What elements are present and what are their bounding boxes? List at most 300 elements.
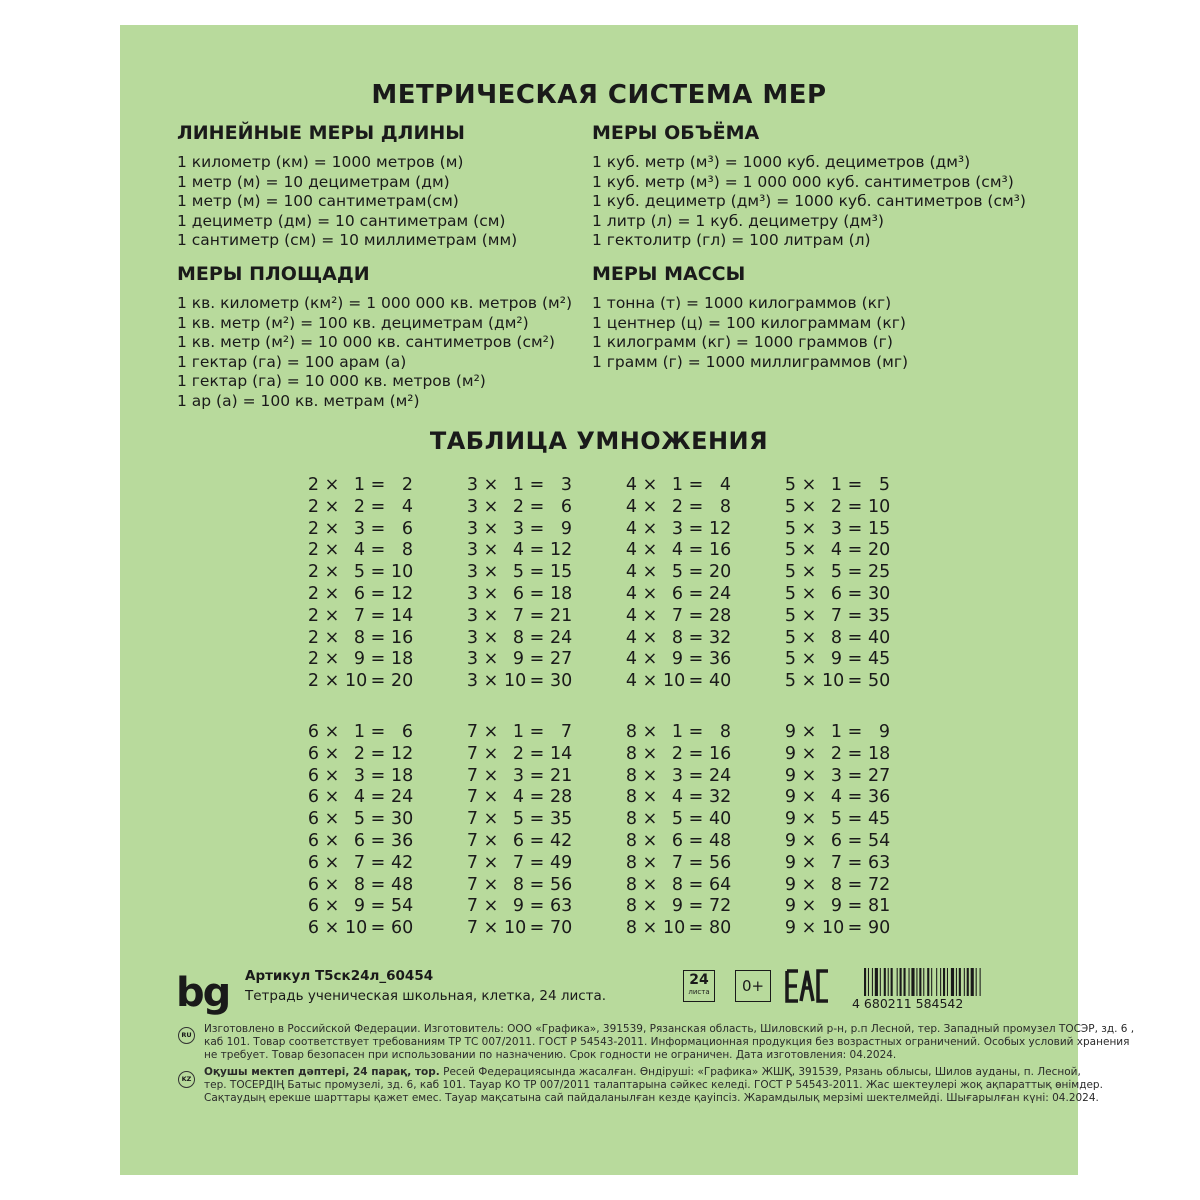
times-sign: ×	[642, 830, 658, 851]
product: 50	[868, 671, 891, 692]
multiplicand: 7	[466, 765, 478, 786]
multiplication-row	[782, 649, 890, 671]
product: 60	[391, 918, 414, 939]
kz-badge-icon: KZ	[178, 1071, 195, 1088]
kz-legal-text	[204, 1066, 1103, 1105]
equals-sign: =	[688, 743, 704, 764]
times-sign: ×	[801, 496, 817, 517]
times-sign: ×	[483, 671, 499, 692]
times-sign: ×	[642, 874, 658, 895]
kz-legal-line: тер. ТОСЕРДІҢ Батыс промузелі, зд. 6, каб 101. Тауар КО ТР 007/2011 талаптарына сәйкес келеді. ГОСТ Р 54543-2011. Жас шектеулері жоқ ақпараттық өнімдер.	[204, 1079, 1103, 1091]
product: 8	[719, 722, 731, 742]
multiplicand: 8	[625, 852, 637, 873]
product: 45	[868, 649, 891, 670]
barcode-bar	[897, 968, 898, 996]
equals-sign: =	[370, 540, 386, 561]
multiplication-row	[464, 519, 572, 541]
equals-sign: =	[529, 540, 545, 561]
times-sign: ×	[324, 605, 340, 626]
times-sign: ×	[324, 765, 340, 786]
multiplicand: 8	[625, 918, 637, 939]
multiplier: 5	[671, 562, 683, 583]
equals-sign: =	[529, 830, 545, 851]
equals-sign: =	[529, 649, 545, 670]
multiplier: 2	[512, 743, 524, 764]
equals-sign: =	[688, 496, 704, 517]
multiplicand: 4	[625, 627, 637, 648]
multiplicand: 6	[307, 743, 319, 764]
equals-sign: =	[688, 605, 704, 626]
equals-sign: =	[847, 518, 863, 539]
times-sign: ×	[483, 874, 499, 895]
multiplicand: 9	[784, 852, 796, 873]
multiplicand: 4	[625, 518, 637, 539]
multiplicand: 3	[466, 562, 478, 583]
equals-sign: =	[370, 518, 386, 539]
volume-section-title: МЕРЫ ОБЪЁМА	[592, 122, 760, 144]
times-sign: ×	[483, 830, 499, 851]
barcode-bar	[911, 968, 914, 996]
product: 30	[868, 583, 891, 604]
barcode-bar	[923, 968, 924, 996]
multiplier: 8	[671, 627, 683, 648]
times-sign: ×	[483, 475, 499, 495]
barcode-bar	[931, 968, 932, 996]
multiplication-row	[782, 671, 890, 693]
product: 30	[550, 671, 573, 692]
multiplication-row	[782, 628, 890, 650]
product: 27	[868, 765, 891, 786]
multiplicand: 5	[784, 583, 796, 604]
product: 24	[709, 765, 732, 786]
length-line: 1 километр (км) = 1000 метров (м)	[177, 153, 464, 171]
times-sign: ×	[483, 809, 499, 830]
equals-sign: =	[529, 809, 545, 830]
multiplicand: 7	[466, 809, 478, 830]
multiplier: 5	[830, 809, 842, 830]
product: 14	[550, 743, 573, 764]
product: 40	[709, 809, 732, 830]
barcode-bar	[956, 968, 957, 996]
multiplication-row	[464, 540, 572, 562]
equals-sign: =	[688, 787, 704, 808]
equals-sign: =	[847, 874, 863, 895]
product: 6	[401, 518, 413, 539]
mass-line: 1 грамм (г) = 1000 миллиграммов (мг)	[592, 352, 909, 371]
multiplication-column-4	[623, 475, 731, 693]
multiplicand: 5	[784, 475, 796, 495]
multiplier: 1	[830, 475, 842, 495]
times-sign: ×	[801, 765, 817, 786]
barcode-bar	[947, 968, 948, 996]
multiplication-column-6	[305, 722, 413, 940]
product: 56	[709, 852, 732, 873]
multiplication-row	[623, 853, 731, 875]
eac-mark-icon	[785, 968, 831, 1004]
product: 24	[391, 787, 414, 808]
product: 72	[709, 896, 732, 917]
product: 18	[391, 649, 414, 670]
times-sign: ×	[801, 562, 817, 583]
times-sign: ×	[324, 562, 340, 583]
equals-sign: =	[688, 809, 704, 830]
equals-sign: =	[688, 671, 704, 692]
multiplier: 3	[830, 518, 842, 539]
multiplication-row	[305, 766, 413, 788]
equals-sign: =	[529, 562, 545, 583]
product: 64	[709, 874, 732, 895]
multiplier: 6	[830, 583, 842, 604]
multiplier: 4	[830, 787, 842, 808]
equals-sign: =	[847, 787, 863, 808]
multiplier: 3	[830, 765, 842, 786]
multiplier: 2	[353, 743, 365, 764]
equals-sign: =	[688, 475, 704, 495]
times-sign: ×	[324, 583, 340, 604]
multiplication-row	[623, 766, 731, 788]
multiplicand: 8	[625, 874, 637, 895]
times-sign: ×	[642, 649, 658, 670]
multiplicand: 8	[625, 830, 637, 851]
equals-sign: =	[688, 627, 704, 648]
times-sign: ×	[324, 518, 340, 539]
product: 8	[401, 540, 413, 561]
equals-sign: =	[370, 852, 386, 873]
multiplication-row	[464, 722, 572, 744]
times-sign: ×	[642, 496, 658, 517]
product: 18	[550, 583, 573, 604]
multiplier: 7	[671, 605, 683, 626]
product: 12	[391, 743, 414, 764]
times-sign: ×	[801, 874, 817, 895]
product: 24	[709, 583, 732, 604]
equals-sign: =	[847, 918, 863, 939]
product: 27	[550, 649, 573, 670]
multiplication-row	[623, 809, 731, 831]
product: 54	[868, 830, 891, 851]
multiplier: 2	[830, 743, 842, 764]
product: 56	[550, 874, 573, 895]
barcode-bar	[940, 968, 941, 996]
equals-sign: =	[688, 896, 704, 917]
length-line: 1 сантиметр (см) = 10 миллиметрам (мм)	[177, 231, 518, 250]
multiplication-row	[623, 744, 731, 766]
sheet-count-label: листа	[688, 988, 710, 996]
barcode-bar	[951, 968, 954, 996]
multiplier: 8	[353, 874, 365, 895]
product: 20	[391, 671, 414, 692]
equals-sign: =	[529, 896, 545, 917]
equals-sign: =	[847, 671, 863, 692]
equals-sign: =	[688, 765, 704, 786]
multiplicand: 2	[307, 671, 319, 692]
kz-legal-line: Сақтаудың ерекше шарттары қажет емес. Тауар мақсатына сай пайдаланылған кезде қауіпсіз. Жарамдылық мерзімі шектелмейді. Шығарылған күні: 04.2024.	[204, 1092, 1099, 1104]
times-sign: ×	[642, 562, 658, 583]
multiplication-row	[623, 519, 731, 541]
equals-sign: =	[529, 874, 545, 895]
multiplication-row	[623, 497, 731, 519]
volume-line: 1 куб. метр (м³) = 1000 куб. дециметров (дм³)	[592, 153, 971, 171]
multiplier: 7	[512, 605, 524, 626]
mass-line: 1 центнер (ц) = 100 килограммам (кг)	[592, 313, 906, 332]
product: 12	[391, 583, 414, 604]
multiplicand: 7	[466, 830, 478, 851]
multiplier: 2	[671, 496, 683, 517]
product: 42	[391, 852, 414, 873]
times-sign: ×	[483, 649, 499, 670]
times-sign: ×	[483, 496, 499, 517]
product: 16	[709, 540, 732, 561]
equals-sign: =	[370, 896, 386, 917]
barcode-bar	[980, 968, 981, 996]
equals-sign: =	[529, 496, 545, 517]
times-sign: ×	[483, 896, 499, 917]
product: 32	[709, 787, 732, 808]
product: 16	[391, 627, 414, 648]
multiplication-column-3	[464, 475, 572, 693]
product: 16	[709, 743, 732, 764]
equals-sign: =	[370, 830, 386, 851]
times-sign: ×	[642, 765, 658, 786]
multiplicand: 3	[466, 627, 478, 648]
multiplicand: 5	[784, 518, 796, 539]
multiplication-row	[305, 606, 413, 628]
equals-sign: =	[370, 671, 386, 692]
multiplicand: 5	[784, 627, 796, 648]
product: 15	[550, 562, 573, 583]
times-sign: ×	[642, 518, 658, 539]
barcode-bar	[891, 968, 893, 996]
multiplication-row	[464, 744, 572, 766]
multiplicand: 3	[466, 605, 478, 626]
barcode-bar	[880, 968, 881, 996]
equals-sign: =	[370, 918, 386, 939]
equals-sign: =	[847, 540, 863, 561]
equals-sign: =	[847, 605, 863, 626]
multiplicand: 6	[307, 765, 319, 786]
multiplication-row	[623, 475, 731, 497]
multiplier: 7	[671, 852, 683, 873]
multiplier: 4	[512, 540, 524, 561]
product: 9	[878, 722, 890, 742]
multiplicand: 8	[625, 896, 637, 917]
multiplication-column-9	[782, 722, 890, 940]
equals-sign: =	[370, 475, 386, 495]
multiplicand: 8	[625, 722, 637, 742]
times-sign: ×	[324, 874, 340, 895]
multiplier: 1	[353, 475, 365, 495]
multiplicand: 2	[307, 496, 319, 517]
product: 36	[868, 787, 891, 808]
multiplication-row	[305, 519, 413, 541]
equals-sign: =	[688, 649, 704, 670]
multiplication-row	[305, 628, 413, 650]
multiplier: 10	[663, 671, 686, 692]
multiplication-row	[464, 584, 572, 606]
multiplicand: 9	[784, 765, 796, 786]
times-sign: ×	[642, 475, 658, 495]
multiplication-row	[623, 628, 731, 650]
product: 54	[391, 896, 414, 917]
multiplication-row	[782, 744, 890, 766]
product: 10	[391, 562, 414, 583]
multiplier: 2	[830, 496, 842, 517]
multiplicand: 3	[466, 671, 478, 692]
times-sign: ×	[801, 787, 817, 808]
multiplication-row	[623, 787, 731, 809]
barcode-bar	[872, 968, 873, 996]
multiplicand: 2	[307, 562, 319, 583]
times-sign: ×	[324, 918, 340, 939]
multiplication-row	[464, 896, 572, 918]
multiplication-row	[782, 475, 890, 497]
multiplicand: 2	[307, 540, 319, 561]
mass-section-title: МЕРЫ МАССЫ	[592, 263, 746, 285]
ru-badge-icon: RU	[178, 1027, 195, 1044]
area-line: 1 кв. метр (м²) = 10 000 кв. сантиметров (см²)	[177, 333, 555, 352]
product: 14	[391, 605, 414, 626]
barcode-bar	[971, 968, 974, 996]
equals-sign: =	[847, 475, 863, 495]
multiplier: 3	[671, 518, 683, 539]
product: 6	[560, 496, 572, 517]
multiplicand: 7	[466, 852, 478, 873]
product: 48	[391, 874, 414, 895]
times-sign: ×	[801, 627, 817, 648]
multiplier: 3	[353, 518, 365, 539]
length-section-title: ЛИНЕЙНЫЕ МЕРЫ ДЛИНЫ	[177, 122, 465, 144]
barcode-bar	[964, 968, 965, 996]
multiplicand: 4	[625, 583, 637, 604]
product: 20	[868, 540, 891, 561]
multiplicand: 4	[625, 496, 637, 517]
multiplication-row	[782, 766, 890, 788]
product: 18	[391, 765, 414, 786]
equals-sign: =	[847, 765, 863, 786]
age-rating-badge: 0+	[735, 970, 771, 1002]
multiplier: 5	[512, 809, 524, 830]
times-sign: ×	[642, 583, 658, 604]
multiplicand: 9	[784, 874, 796, 895]
times-sign: ×	[483, 918, 499, 939]
multiplier: 9	[830, 896, 842, 917]
times-sign: ×	[801, 540, 817, 561]
volume-line: 1 гектолитр (гл) = 100 литрам (л)	[592, 231, 871, 250]
multiplier: 4	[671, 787, 683, 808]
equals-sign: =	[370, 496, 386, 517]
multiplicand: 9	[784, 743, 796, 764]
product: 72	[868, 874, 891, 895]
multiplication-row	[305, 875, 413, 897]
product: 6	[401, 722, 413, 742]
equals-sign: =	[529, 852, 545, 873]
multiplication-row	[464, 787, 572, 809]
times-sign: ×	[801, 671, 817, 692]
volume-line: 1 литр (л) = 1 куб. дециметру (дм³)	[592, 211, 884, 230]
multiplier: 8	[512, 874, 524, 895]
multiplicand: 5	[784, 540, 796, 561]
ru-legal-line: каб 101. Товар соответствует требованиям ТР ТС 007/2011. ГОСТ Р 54543-2011. Информационная продукция без возрастных ограничений. Особых условий хранения	[204, 1036, 1130, 1048]
product: 42	[550, 830, 573, 851]
times-sign: ×	[801, 722, 817, 742]
product: 63	[550, 896, 573, 917]
barcode-bar	[884, 968, 886, 996]
times-sign: ×	[324, 809, 340, 830]
product: 35	[868, 605, 891, 626]
multiplication-row	[305, 584, 413, 606]
multiplier: 8	[512, 627, 524, 648]
times-sign: ×	[801, 830, 817, 851]
multiplication-row	[782, 896, 890, 918]
equals-sign: =	[529, 583, 545, 604]
product: 81	[868, 896, 891, 917]
multiplication-row	[305, 671, 413, 693]
multiplicand: 6	[307, 830, 319, 851]
multiplication-row	[782, 519, 890, 541]
multiplicand: 4	[625, 649, 637, 670]
multiplier: 3	[353, 765, 365, 786]
multiplier: 1	[671, 475, 683, 495]
times-sign: ×	[324, 743, 340, 764]
multiplier: 3	[512, 518, 524, 539]
product: 8	[719, 496, 731, 517]
barcode-bar	[919, 968, 921, 996]
times-sign: ×	[801, 896, 817, 917]
product: 80	[709, 918, 732, 939]
product: 7	[560, 722, 572, 742]
barcode-bar	[875, 968, 878, 996]
multiplier: 2	[512, 496, 524, 517]
equals-sign: =	[847, 852, 863, 873]
times-sign: ×	[801, 809, 817, 830]
equals-sign: =	[688, 518, 704, 539]
times-sign: ×	[801, 518, 817, 539]
barcode-bar	[936, 968, 937, 996]
multiplication-row	[623, 540, 731, 562]
multiplication-row	[464, 671, 572, 693]
multiplication-row	[623, 722, 731, 744]
multiplication-row	[782, 787, 890, 809]
product: 35	[550, 809, 573, 830]
multiplier: 4	[671, 540, 683, 561]
times-sign: ×	[801, 918, 817, 939]
barcode-bar	[927, 968, 929, 996]
multiplier: 7	[512, 852, 524, 873]
multiplicand: 4	[625, 605, 637, 626]
multiplier: 8	[830, 874, 842, 895]
multiplication-row	[623, 831, 731, 853]
multiplicand: 4	[625, 475, 637, 495]
multiplier: 1	[512, 475, 524, 495]
multiplication-row	[464, 766, 572, 788]
equals-sign: =	[688, 918, 704, 939]
product: 28	[550, 787, 573, 808]
multiplier: 10	[822, 671, 845, 692]
product: 4	[401, 496, 413, 517]
multiplier: 4	[353, 787, 365, 808]
multiplicand: 4	[625, 540, 637, 561]
times-sign: ×	[324, 787, 340, 808]
multiplier: 5	[353, 809, 365, 830]
multiplication-row	[623, 918, 731, 940]
times-sign: ×	[642, 896, 658, 917]
area-line: 1 гектар (га) = 10 000 кв. метров (м²)	[177, 372, 486, 391]
equals-sign: =	[688, 540, 704, 561]
times-sign: ×	[483, 743, 499, 764]
product: 18	[868, 743, 891, 764]
multiplier: 7	[353, 852, 365, 873]
article-number: Артикул Т5ск24л_60454	[245, 968, 434, 984]
